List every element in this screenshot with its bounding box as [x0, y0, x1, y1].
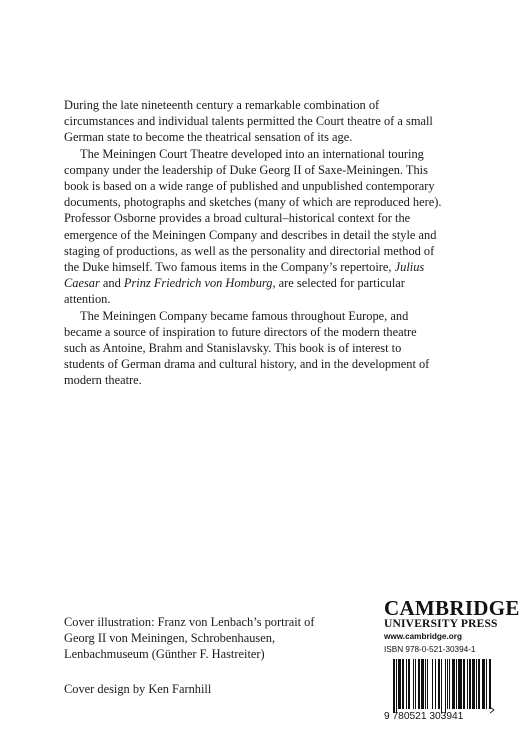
barcode-bar — [456, 659, 457, 709]
barcode-bar — [449, 659, 450, 709]
barcode-bar — [413, 659, 414, 709]
barcode-bar — [489, 659, 491, 709]
barcode-bar — [438, 659, 440, 709]
barcode-bar — [486, 659, 487, 709]
title-prinz-friedrich: Prinz Friedrich von Homburg — [123, 276, 273, 291]
cover-illustration-credit: Cover illustration: Franz von Lenbach’s portrait of Georg II von Meiningen, Schrobenhausen, Lenbachmuseum (Günther F. Hastreiter) — [64, 615, 315, 662]
barcode-bar — [418, 659, 420, 709]
blurb-paragraph-2-and: and — [99, 276, 124, 291]
barcode-bar — [447, 659, 448, 709]
barcode-bar — [396, 659, 397, 713]
barcode-bar — [402, 659, 404, 709]
blurb-paragraph-1: During the late nineteenth century a remarkable combination of circumstances and individual talents permitted the Court theatre of a small German state to become the theatrical sensation of its age. — [64, 98, 433, 145]
barcode-bar — [415, 659, 416, 709]
barcode-bar — [476, 659, 477, 709]
barcode-bar — [472, 659, 475, 709]
blurb-paragraph-2 — [64, 146, 442, 308]
isbn-barcode — [384, 657, 496, 721]
publisher-website: www.cambridge.org — [384, 632, 462, 641]
blurb-paragraph-2-text: The Meiningen Court Theatre developed into an international touring company under the leadership of Duke Georg II of Saxe-Meiningen. This book is based on a wide range of published and unpublished contemporary documents, photographs and sketches (many of which are reproduced here). Professor Osborne provides a broad cultural–historical context for the emergence of the Meiningen Company and describes in detail the style and staging of productions, as well as the personality and directorial method of the Duke himself. Two famous items in the Company’s repertoire, — [64, 146, 442, 275]
barcode-bar — [398, 659, 401, 709]
barcode-bar — [432, 659, 433, 709]
blurb-paragraph-3: The Meiningen Company became famous throughout Europe, and became a source of inspiration to future directors of the modern theatre such as Antoine, Brahm and Stanislavsky. This book is of interest to students of German drama and cultural history, and in the development of modern theatre. — [64, 308, 430, 388]
title-julius-caesar: Julius Caesar — [64, 260, 425, 291]
barcode-bar — [425, 659, 426, 709]
barcode-bar — [482, 659, 485, 709]
barcode-bar — [478, 659, 480, 709]
barcode-bar — [452, 659, 455, 709]
barcode-bar — [463, 659, 465, 709]
cambridge-logo: CAMBRIDGE — [384, 596, 520, 620]
barcode-bar — [427, 659, 428, 709]
barcode-bar — [421, 659, 424, 709]
publisher-block — [384, 596, 520, 642]
barcode-bar — [467, 659, 468, 709]
isbn-label: ISBN 978-0-521-30394-1 — [384, 645, 476, 654]
barcode-bar — [408, 659, 410, 709]
barcode-bar — [393, 659, 395, 713]
barcode-bar — [458, 659, 462, 709]
barcode-bar — [445, 659, 446, 713]
barcode-bar — [406, 659, 407, 709]
back-cover-blurb — [64, 97, 442, 389]
barcode-bar — [441, 659, 442, 713]
university-press-label: UNIVERSITY PRESS — [384, 618, 498, 630]
barcode-bars — [384, 657, 496, 713]
barcode-bar — [469, 659, 471, 709]
cover-design-credit: Cover design by Ken Farnhill — [64, 682, 212, 696]
barcode-digits: 9 780521 303941 — [384, 711, 464, 722]
blurb-paragraph-2-end: , are selected for particular attention. — [64, 276, 405, 307]
barcode-bar — [435, 659, 436, 709]
